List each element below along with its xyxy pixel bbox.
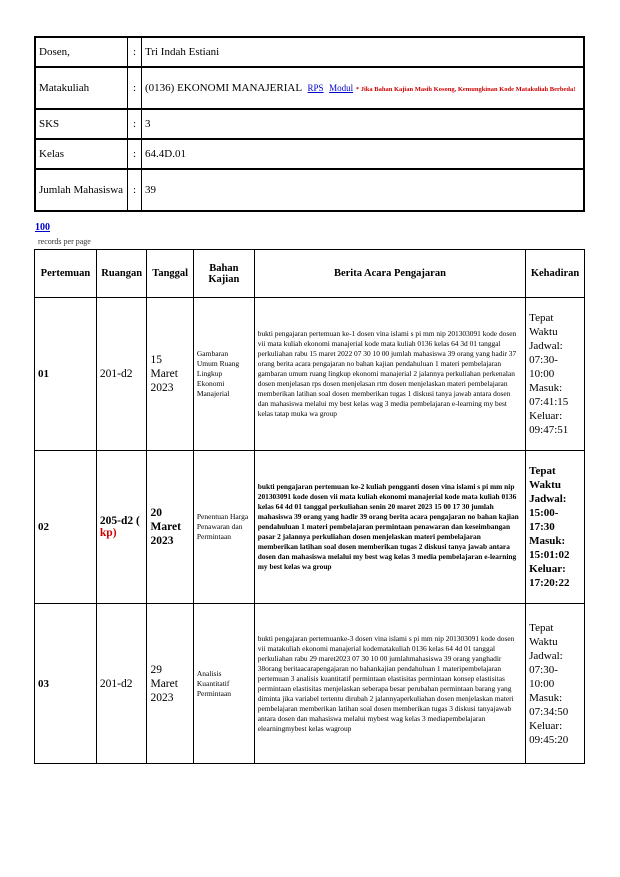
- bahan-kajian-cell: Penentuan Harga Penawaran dan Permintaan: [193, 451, 254, 604]
- berita-acara-cell: bukti pengajaran pertemuanke-3 dosen vina islami s pi mm nip 201303091 kode dosen vii matakuliah ekonomi manajerial kodematakuliah 0136 kelas 64 4d 01 tanggal perkuliahan rabu 29 maret2023 07 30 10 00 jumlahmahasiswa 39 orang yanghadir 38orang beritaacarapengajaran no bahankajian pendahuluan 1 materipembelajaran pertemuan 3 analisis kuantitatif permintaan elastisitas permintaan konsep elastisitas permintaan elastisitas menjelaskan seberapa besar perubahan permintaan barang yang diminta jika variabel tertentu dirubah 2 jalannyaperkuliahan dosen menjelaskan materi pembelajaran memberikan latihan soal dosen memberikan tugas 3 diskusi tanyajawab antara dosen dan mahasiswa melalui mybest wag kelas 3 mediapembelajaran elearningmybest kelas wagroup: [254, 604, 525, 764]
- dosen-label: Dosen,: [35, 37, 128, 67]
- course-info-table: [34, 36, 585, 212]
- kehadiran-cell: Tepat Waktu Jadwal: 07:30-10:00 Masuk: 07:34:50 Keluar: 09:45:20: [526, 604, 585, 764]
- info-row-jumlah: [35, 169, 584, 211]
- header-ruangan: Ruangan: [96, 250, 147, 298]
- matakuliah-label: Matakuliah: [35, 67, 128, 109]
- sks-value: 3: [142, 109, 585, 139]
- kelas-label: Kelas: [35, 139, 128, 169]
- colon: :: [128, 109, 142, 139]
- table-row: [35, 604, 585, 764]
- info-row-matakuliah: [35, 67, 584, 109]
- header-pertemuan: Pertemuan: [35, 250, 97, 298]
- ruangan-cell: [96, 451, 147, 604]
- ruangan-value: 201-d2: [99, 677, 133, 690]
- ruangan-cell: [96, 298, 147, 451]
- info-row-dosen: [35, 37, 584, 67]
- ruangan-value: 201-d2: [99, 368, 133, 380]
- kehadiran-cell: Tepat Waktu Jadwal: 15:00-17:30 Masuk: 15:01:02 Keluar: 17:20:22: [526, 451, 585, 604]
- bahan-kajian-cell: Analisis Kuantitatif Permintaan: [193, 604, 254, 764]
- table-row: [35, 451, 585, 604]
- records-count-link[interactable]: 100: [35, 222, 50, 233]
- kelas-value: 64.4D.01: [142, 139, 585, 169]
- jumlah-value: 39: [142, 169, 585, 211]
- info-row-sks: [35, 109, 584, 139]
- sks-label: SKS: [35, 109, 128, 139]
- berita-acara-cell: bukti pengajaran pertemuan ke-2 kuliah pengganti dosen vina islami s pi mm nip 201303091 kode dosen vii mata kuliah ekonomi manajerial kode mata kuliah 0136 kelas 64 4d 01 tanggal perkuliahan senin 20 maret 2023 15 00 17 30 jumlah mahasiswa 39 orang yang hadir 39 orang berita acara pengajaran no bahan kajian pendahuluan 1 materi pembelajaran permintaan penawaran dan keseimbangan pasar 2 jalannya perkuliahan dosen menjelaskan materi pembelajaran memberikan latihan soal dosen memberikan tugas 2 diskusi tanya jawab antara dosen dan mahasiswa melalui my best wag kelas 3 media pembelajaran e-learning my best kelas wa group: [254, 451, 525, 604]
- kode-warning: * Jika Bahan Kajian Masih Kosong, Kemungkinan Kode Matakuliah Berbeda!: [355, 86, 576, 93]
- info-row-kelas: [35, 139, 584, 169]
- table-header-row: [35, 250, 585, 298]
- colon: :: [128, 139, 142, 169]
- rps-link[interactable]: RPS: [307, 83, 324, 93]
- modul-link[interactable]: Modul: [329, 83, 354, 93]
- ruangan-cell: [96, 604, 147, 764]
- records-per-page-label: records per page: [38, 237, 91, 246]
- dosen-value: Tri Indah Estiani: [142, 37, 585, 67]
- colon: :: [128, 67, 142, 109]
- table-row: [35, 298, 585, 451]
- matakuliah-cell: [142, 67, 585, 109]
- tanggal-cell: 20 Maret 2023: [147, 451, 193, 604]
- header-berita-acara: Berita Acara Pengajaran: [254, 250, 525, 298]
- tanggal-cell: 15 Maret 2023: [147, 298, 193, 451]
- bahan-kajian-cell: Gambaran Umum Ruang Lingkup Ekonomi Manajerial: [193, 298, 254, 451]
- ruangan-value: 205-d2 (: [99, 515, 140, 527]
- records-per-page-selector: [35, 222, 50, 233]
- tanggal-cell: 29 Maret 2023: [147, 604, 193, 764]
- jumlah-label: Jumlah Mahasiswa: [35, 169, 128, 211]
- berita-acara-cell: bukti pengajaran pertemuan ke-1 dosen vina islami s pi mm nip 201303091 kode dosen vii mata kuliah ekonomi manajerial kode mata kuliah 0136 kelas 64 3d 01 tanggal perkuliahan rabu 15 maret 2022 07 30 10 00 jumlah mahasiswa 39 orang yang hadir 37 orang berita acara pengajaran no bahan kajian pendahuluan 1 materi pembelajaran gambaran umum ruang lingkup ekonomi manajerial 2 jalannya perkuliahan perkenalan dosen menjelasan rps dosen menjelasan rtm dosen menjelaskan materi pembelajaran memberikan latihan soal dosen memberikan tugas 1 diskusi tanya jawab antara dosen dan mahasiswa melalui my best kelas wag 3 media pembelajaran e-learning my best kelas tatap muka wa group: [254, 298, 525, 451]
- kehadiran-cell: Tepat Waktu Jadwal: 07:30-10:00 Masuk: 07:41:15 Keluar: 09:47:51: [526, 298, 585, 451]
- colon: :: [128, 37, 142, 67]
- header-bahan-kajian: Bahan Kajian: [193, 250, 254, 298]
- ruangan-extra: kp): [99, 527, 117, 539]
- pertemuan-cell: 03: [35, 604, 97, 764]
- header-tanggal: Tanggal: [147, 250, 193, 298]
- pertemuan-cell: 01: [35, 298, 97, 451]
- colon: :: [128, 169, 142, 211]
- matakuliah-value: (0136) EKONOMI MANAJERIAL: [145, 82, 303, 94]
- pertemuan-cell: 02: [35, 451, 97, 604]
- attendance-table: [34, 249, 585, 764]
- header-kehadiran: Kehadiran: [526, 250, 585, 298]
